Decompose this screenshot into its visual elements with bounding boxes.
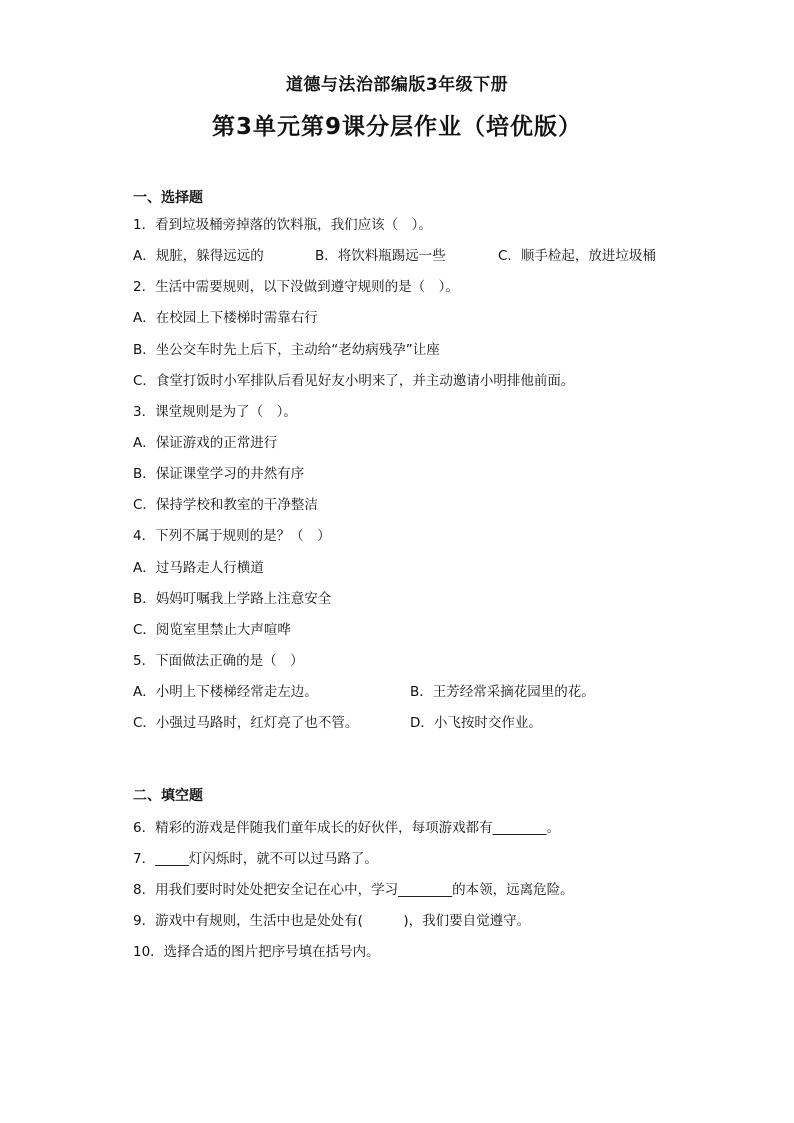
question-2-option-c: C．食堂打饭时小军排队后看见好友小明来了，并主动邀请小明排他前面。	[133, 373, 575, 389]
section-heading-fill-blank: 二、填空题	[133, 788, 203, 804]
question-6: 6．精彩的游戏是伴随我们童年成长的好伙伴，每项游戏都有________。	[133, 820, 561, 836]
question-1-option-c: C．顺手检起，放进垃圾桶	[498, 248, 656, 264]
question-10: 10．选择合适的图片把序号填在括号内。	[133, 944, 380, 960]
question-2-option-b: B．坐公交车时先上后下，主动给“老幼病残孕”让座	[133, 342, 440, 358]
question-9: 9．游戏中有规则，生活中也是处处有( )，我们要自觉遵守。	[133, 913, 531, 929]
question-4-option-c: C．阅览室里禁止大声喧哗	[133, 622, 291, 638]
question-5-option-c: C．小强过马路时，红灯亮了也不管。	[133, 715, 359, 731]
question-3-option-b: B．保证课堂学习的井然有序	[133, 466, 305, 482]
question-3-stem: 3．课堂规则是为了（ ）。	[133, 404, 297, 420]
question-1-stem: 1．看到垃圾桶旁掉落的饮料瓶，我们应该（ ）。	[133, 217, 432, 233]
question-3-option-a: A．保证游戏的正常进行	[133, 435, 278, 451]
question-1-option-b: B．将饮料瓶踢远一些	[315, 248, 446, 264]
question-5-option-d: D．小飞按时交作业。	[410, 715, 542, 731]
document-subtitle: 道德与法治部编版3年级下册	[285, 75, 509, 95]
question-4-option-a: A．过马路走人行横道	[133, 560, 264, 576]
question-5-option-a: A．小明上下楼梯经常走左边。	[133, 684, 318, 700]
question-4-stem: 4．下列不属于规则的是？（ ）	[133, 528, 331, 544]
question-8: 8．用我们要时时处处把安全记在心中，学习________的本领，远离危险。	[133, 882, 574, 898]
question-3-option-c: C．保持学校和教室的干净整洁	[133, 497, 318, 513]
question-2-stem: 2．生活中需要规则，以下没做到遵守规则的是（ ）。	[133, 279, 459, 295]
question-7: 7．_____灯闪烁时，就不可以过马路了。	[133, 851, 378, 867]
document-title: 第3单元第9课分层作业（培优版）	[211, 114, 582, 140]
section-heading-choice: 一、选择题	[133, 190, 203, 206]
question-1-option-a: A．规脏，躲得远远的	[133, 248, 264, 264]
question-5-stem: 5．下面做法正确的是（ ）	[133, 653, 304, 669]
question-5-option-b: B．王芳经常采摘花园里的花。	[410, 684, 595, 700]
question-4-option-b: B．妈妈叮嘱我上学路上注意安全	[133, 591, 332, 607]
question-2-option-a: A．在校园上下楼梯时需靠右行	[133, 310, 318, 326]
